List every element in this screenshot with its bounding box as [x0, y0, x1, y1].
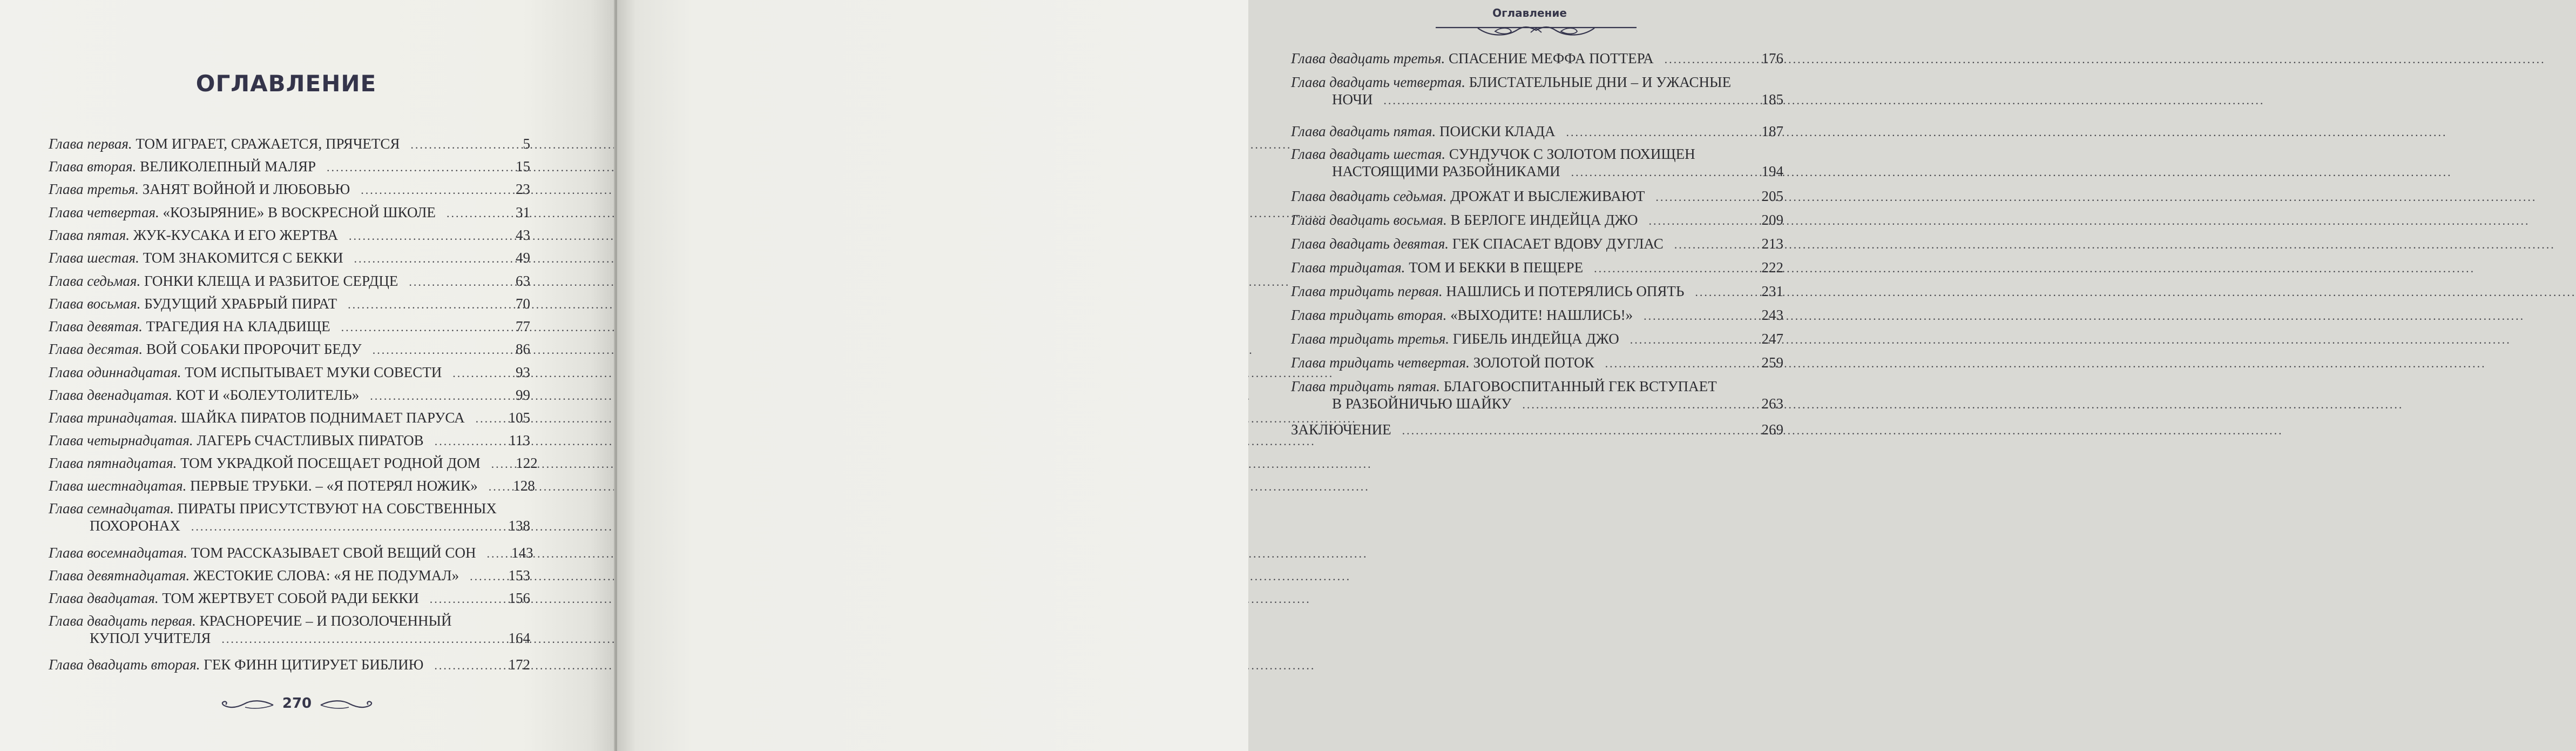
dot-leader: [349, 227, 498, 245]
page-number: 270: [282, 695, 312, 712]
chapter-label: Глава восьмая.: [49, 296, 141, 312]
chapter-title-continued: В РАЗБОЙНИЧЬЮ ШАЙКУ: [1332, 395, 1512, 412]
page-ref: 99: [516, 387, 530, 403]
toc-entry: [1291, 378, 1783, 413]
toc-entry: [1291, 50, 1783, 68]
chapter-label: Глава двадцатая.: [49, 590, 159, 606]
toc-entry: [1291, 145, 1783, 181]
toc-entry: [49, 249, 530, 267]
toc-entry: [1291, 187, 1783, 206]
toc-entry: [49, 589, 530, 608]
entry-label: [49, 318, 330, 335]
dot-leader: [470, 568, 498, 585]
chapter-label: Глава четвертая.: [49, 204, 159, 220]
chapter-title-continued: НОЧИ: [1332, 91, 1373, 108]
chapter-label: Глава девятнадцатая.: [49, 567, 190, 584]
page-ref: 143: [511, 545, 533, 561]
entry-label: [49, 204, 436, 221]
page-ref: 70: [516, 296, 530, 312]
chapter-label: Глава тридцать первая.: [1291, 283, 1443, 299]
entry-label: [49, 340, 362, 358]
entry-label: [1291, 145, 1695, 163]
chapter-title: ТОМ ИСПЫТЫВАЕТ МУКИ СОВЕСТИ: [185, 364, 442, 380]
toc-entry: [1291, 421, 1783, 439]
entry-label: [49, 249, 343, 266]
chapter-title: ТОМ УКРАДКОЙ ПОСЕЩАЕТ РОДНОЙ ДОМ: [180, 455, 481, 471]
chapter-title: КОТ И «БОЛЕУТОЛИТЕЛЬ»: [175, 387, 360, 403]
dot-leader: [435, 433, 498, 450]
entry-label: [1291, 378, 1717, 395]
left-flourish-icon: [219, 699, 275, 712]
dot-leader: [370, 387, 498, 405]
dot-leader: [1594, 260, 1751, 277]
chapter-label: Глава двадцать седьмая.: [1291, 188, 1447, 204]
dot-leader: [489, 478, 503, 495]
entry-label: [1291, 123, 1555, 140]
chapter-label: Глава вторая.: [49, 158, 137, 175]
page-ref: 153: [508, 567, 530, 584]
chapter-title: КРАСНОРЕЧИЕ – И ПОЗОЛОЧЕННЫЙ: [199, 613, 452, 629]
page-ref: 23: [516, 181, 530, 197]
toc-entry: [49, 477, 535, 495]
toc-entry: [49, 180, 530, 199]
dot-leader: [409, 273, 498, 291]
entry-label: [49, 364, 442, 381]
entry-label: [1291, 73, 1731, 91]
entry-label: [49, 135, 400, 152]
toc-entry: [49, 432, 530, 450]
chapter-title: СУНДУЧОК С ЗОЛОТОМ ПОХИЩЕН: [1449, 146, 1695, 162]
page-ref: 194: [1761, 163, 1783, 179]
entry-label: [1291, 283, 1684, 300]
toc-entry: [49, 386, 530, 405]
page-ref: 15: [516, 158, 530, 175]
dot-leader: [1695, 284, 1751, 301]
chapter-label: Глава двадцать восьмая.: [1291, 212, 1447, 228]
chapter-title: ЖЕСТОКИЕ СЛОВА: «Я НЕ ПОДУМАЛ»: [193, 567, 459, 584]
chapter-title: ЗАНЯТ ВОЙНОЙ И ЛЮБОВЬЮ: [142, 181, 350, 197]
toc-entry: [49, 454, 538, 473]
chapter-title: ВЕЛИКОЛЕПНЫЙ МАЛЯР: [140, 158, 316, 175]
dot-leader: [1566, 124, 1751, 141]
entry-label: [49, 656, 423, 673]
toc-entry: [49, 158, 530, 176]
chapter-title: В БЕРЛОГЕ ИНДЕЙЦА ДЖО: [1450, 212, 1638, 228]
page-ref: 185: [1761, 91, 1783, 108]
entry-label: [49, 272, 398, 290]
chapter-label: Глава двадцать третья.: [1291, 50, 1445, 66]
entry-label: [49, 454, 481, 472]
chapter-label: Глава шестнадцатая.: [49, 478, 187, 494]
page-ref: 164: [508, 630, 530, 646]
entry-label: [49, 500, 497, 517]
chapter-title: ТОМ ЗНАКОМИТСЯ С БЕККИ: [143, 250, 343, 266]
dot-leader: [341, 319, 498, 336]
toc-entry: [49, 340, 530, 359]
chapter-title: ПЕРВЫЕ ТРУБКИ. – «Я ПОТЕРЯЛ НОЖИК»: [190, 478, 478, 494]
page-ref: 122: [516, 455, 538, 471]
dot-leader: [1571, 164, 1751, 181]
entry-label: [49, 180, 350, 198]
chapter-title: ЗАКЛЮЧЕНИЕ: [1291, 421, 1391, 438]
dot-leader: [434, 657, 498, 674]
entry-label: [49, 226, 338, 244]
page-ref: 259: [1761, 354, 1783, 371]
chapter-label: Глава двадцать вторая.: [49, 656, 200, 673]
toc-entry: [49, 226, 530, 245]
chapter-label: Глава десятая.: [49, 341, 143, 357]
entry-label: [49, 432, 424, 449]
chapter-label: Глава двадцать шестая.: [1291, 146, 1446, 162]
dot-leader: [361, 182, 498, 199]
chapter-label: Глава тридцать пятая.: [1291, 378, 1441, 394]
toc-entry: [1291, 235, 1783, 253]
dot-leader: [1383, 92, 1751, 109]
entry-label: [49, 544, 476, 561]
chapter-label: Глава двадцать первая.: [49, 613, 196, 629]
toc-entry: [1291, 306, 1783, 325]
dot-leader: [373, 341, 498, 359]
toc-entry: [49, 318, 530, 336]
toc-entry: [49, 204, 530, 222]
page-ref: 77: [516, 318, 530, 334]
chapter-label: Глава первая.: [49, 136, 132, 152]
entry-label: [49, 158, 316, 175]
chapter-title: ВОЙ СОБАКИ ПРОРОЧИТ БЕДУ: [146, 341, 362, 357]
dot-leader: [1630, 331, 1751, 348]
entry-label: [1291, 187, 1645, 205]
dot-leader: [491, 455, 505, 473]
entry-label: [1291, 330, 1619, 347]
chapter-label: Глава тридцатая.: [1291, 259, 1405, 276]
chapter-label: Глава двадцать девятая.: [1291, 236, 1449, 252]
dot-leader: [452, 365, 498, 382]
page-ref: 86: [516, 341, 530, 357]
toc-entry: [49, 567, 530, 585]
chapter-title-continued: НАСТОЯЩИМИ РАЗБОЙНИКАМИ: [1332, 163, 1560, 179]
page-ref: 176: [1761, 50, 1783, 66]
chapter-title: «КОЗЫРЯНИЕ» В ВОСКРЕСНОЙ ШКОЛЕ: [163, 204, 436, 220]
entry-label: [1291, 306, 1633, 324]
page-ref: 138: [508, 518, 530, 534]
page-ref: 31: [516, 204, 530, 220]
dot-leader: [1605, 355, 1751, 372]
chapter-title: НАШЛИСЬ И ПОТЕРЯЛИСЬ ОПЯТЬ: [1446, 283, 1685, 299]
page-ref: 269: [1761, 421, 1783, 438]
chapter-title-continued: КУПОЛ УЧИТЕЛЯ: [90, 630, 211, 646]
toc-entry: [1291, 259, 1783, 277]
chapter-label: Глава седьмая.: [49, 273, 141, 289]
chapter-title: БУДУЩИЙ ХРАБРЫЙ ПИРАТ: [144, 296, 337, 312]
toc-entry: [49, 135, 530, 153]
chapter-label: Глава тридцать вторая.: [1291, 307, 1447, 323]
chapter-title: ТОМ ИГРАЕТ, СРАЖАЕТСЯ, ПРЯЧЕТСЯ: [136, 136, 400, 152]
dot-leader: [447, 205, 498, 222]
chapter-title: ГЕК СПАСАЕТ ВДОВУ ДУГЛАС: [1452, 236, 1664, 252]
chapter-title: БЛАГОВОСПИТАННЫЙ ГЕК ВСТУПАЕТ: [1443, 378, 1717, 394]
toc-entry: [49, 500, 530, 535]
toc-entry: [1291, 283, 1783, 301]
page-ref: 113: [509, 432, 530, 448]
entry-label: [49, 409, 465, 426]
chapter-title: ТОМ РАССКАЗЫВАЕТ СВОЙ ВЕЩИЙ СОН: [191, 545, 476, 561]
page-ref: 209: [1761, 212, 1783, 228]
chapter-label: Глава шестая.: [49, 250, 139, 266]
entry-label: [49, 386, 359, 404]
dot-leader: [1402, 422, 1751, 439]
page-ref: 63: [516, 273, 530, 289]
page-ref: 243: [1761, 307, 1783, 323]
chapter-label: Глава девятая.: [49, 318, 143, 334]
chapter-label: Глава тринадцатая.: [49, 410, 178, 426]
ornament-divider-icon: [1436, 23, 1637, 37]
entry-label: [49, 612, 452, 629]
chapter-title: ТОМ И БЕККИ В ПЕЩЕРЕ: [1409, 259, 1584, 276]
page-ref: 43: [516, 227, 530, 243]
dot-leader: [1648, 212, 1751, 230]
page-ref: 205: [1761, 188, 1783, 204]
page-ref: 231: [1761, 283, 1783, 299]
chapter-title: ГЕК ФИНН ЦИТИРУЕТ БИБЛИЮ: [204, 656, 424, 673]
chapter-label: Глава восемнадцатая.: [49, 545, 187, 561]
toc-entry: [1291, 73, 1783, 109]
toc-entry: [1291, 354, 1783, 372]
toc-entry: [49, 364, 530, 382]
entry-label: [1291, 235, 1664, 252]
entry-label: [49, 567, 459, 584]
entry-label: [49, 589, 419, 607]
entry-label: [1291, 354, 1594, 371]
chapter-label: Глава семнадцатая.: [49, 500, 174, 517]
right-flourish-icon: [319, 699, 375, 712]
chapter-title: «ВЫХОДИТЕ! НАШЛИСЬ!»: [1450, 307, 1633, 323]
toc-heading: ОГЛАВЛЕНИЕ: [195, 70, 377, 97]
chapter-title: ДРОЖАТ И ВЫСЛЕЖИВАЮТ: [1450, 188, 1645, 204]
chapter-label: Глава четырнадцатая.: [49, 432, 193, 448]
dot-leader: [410, 136, 498, 153]
chapter-title: ПОИСКИ КЛАДА: [1439, 123, 1556, 139]
chapter-label: Глава одиннадцатая.: [49, 364, 181, 380]
dot-leader: [486, 545, 501, 562]
chapter-title: СПАСЕНИЕ МЕФФА ПОТТЕРА: [1449, 50, 1654, 66]
toc-entry: [1291, 211, 1783, 230]
dot-leader: [1674, 236, 1751, 253]
chapter-title: ТРАГЕДИЯ НА КЛАДБИЩЕ: [146, 318, 330, 334]
toc-entry: [49, 612, 530, 648]
page-ref: 105: [508, 410, 530, 426]
chapter-label: Глава пятнадцатая.: [49, 455, 177, 471]
dot-leader: [1522, 396, 1751, 413]
toc-entry: [1291, 330, 1783, 348]
entry-label: [49, 295, 337, 312]
chapter-label: Глава двадцать четвертая.: [1291, 74, 1466, 90]
dot-leader: [1655, 189, 1751, 206]
page-ref: 222: [1761, 259, 1783, 276]
left-page: [0, 0, 615, 751]
dot-leader: [191, 518, 498, 535]
chapter-label: Глава пятая.: [49, 227, 130, 243]
page-ref: 93: [516, 364, 530, 380]
entry-label: [1291, 50, 1654, 67]
page-ref: 263: [1761, 395, 1783, 412]
page-ref: 5: [523, 136, 530, 152]
dot-leader: [430, 591, 498, 608]
dot-leader: [1665, 51, 1751, 68]
toc-entry: [49, 544, 533, 562]
toc-entry: [49, 656, 530, 674]
chapter-title: ШАЙКА ПИРАТОВ ПОДНИМАЕТ ПАРУСА: [181, 410, 465, 426]
chapter-label: Глава двадцать пятая.: [1291, 123, 1436, 139]
dot-leader: [354, 250, 498, 267]
dot-leader: [348, 296, 498, 313]
chapter-label: Глава третья.: [49, 181, 139, 197]
chapter-title: ЛАГЕРЬ СЧАСТЛИВЫХ ПИРАТОВ: [197, 432, 424, 448]
page-ref: 187: [1761, 123, 1783, 139]
chapter-label: Глава двенадцатая.: [49, 387, 173, 403]
toc-entry: [49, 409, 530, 427]
entry-label: [1291, 421, 1391, 438]
page-ref: 172: [508, 656, 530, 673]
chapter-title: ЗОЛОТОЙ ПОТОК: [1473, 354, 1594, 371]
chapter-title: ПИРАТЫ ПРИСУТСТВУЮТ НА СОБСТВЕННЫХ: [177, 500, 497, 517]
chapter-title-continued: ПОХОРОНАХ: [90, 518, 180, 534]
entry-label: [1291, 259, 1583, 276]
dot-leader: [476, 410, 498, 427]
chapter-title: ГОНКИ КЛЕЩА И РАЗБИТОЕ СЕРДЦЕ: [144, 273, 398, 289]
chapter-title: ГИБЕЛЬ ИНДЕЙЦА ДЖО: [1452, 331, 1619, 347]
toc-entry: [49, 295, 530, 313]
entry-label: [1291, 211, 1638, 229]
dot-leader: [1644, 307, 1751, 325]
page-ref: 128: [513, 478, 535, 494]
chapter-label: Глава тридцать третья.: [1291, 331, 1450, 347]
toc-entry: [49, 272, 530, 291]
chapter-title: БЛИСТАТЕЛЬНЫЕ ДНИ – И УЖАСНЫЕ: [1469, 74, 1732, 90]
dot-leader: [221, 631, 498, 648]
chapter-title: ТОМ ЖЕРТВУЕТ СОБОЙ РАДИ БЕККИ: [162, 590, 419, 606]
right-page: [617, 0, 1783, 751]
page-ref: 247: [1761, 331, 1783, 347]
page-ref: 213: [1761, 236, 1783, 252]
chapter-label: Глава тридцать четвертая.: [1291, 354, 1470, 371]
page-ref: 49: [516, 250, 530, 266]
dot-leader: [327, 159, 498, 176]
entry-label: [49, 477, 478, 494]
page-ref: 156: [508, 590, 530, 606]
running-head: Оглавление: [1492, 6, 1567, 19]
page-number-footer: [216, 694, 378, 716]
toc-entry: [1291, 123, 1783, 141]
chapter-title: ЖУК-КУСАКА И ЕГО ЖЕРТВА: [133, 227, 338, 243]
